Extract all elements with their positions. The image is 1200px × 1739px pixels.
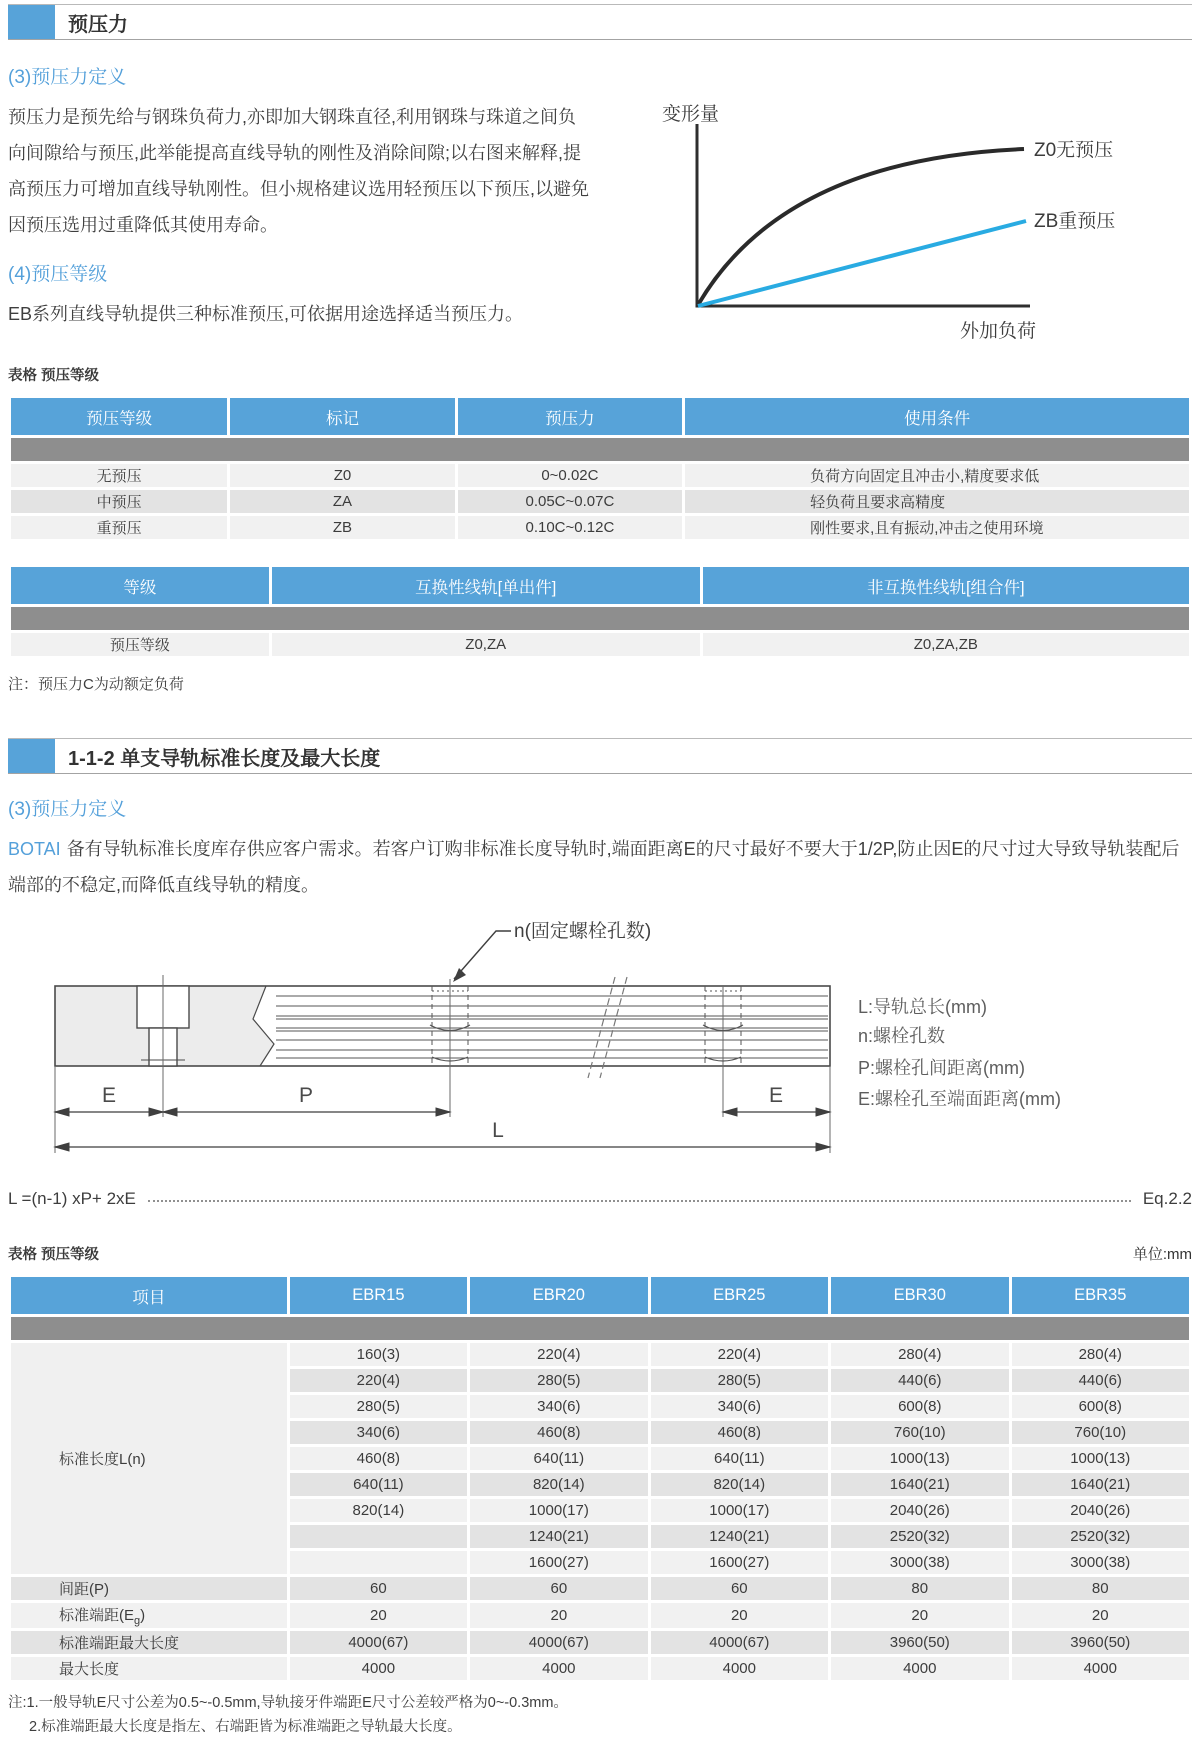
catalog-page [0,4,1200,1739]
preload-definition-paragraph: 预压力是预先给与钢珠负荷力,亦即加大钢珠直径,利用钢珠与珠道之间负向间隙给与预压,此举能提高直线导轨的刚性及消除间隙;以右图来解释,提高预压力可增加直线导轨刚性。但小规格建议选用轻预压以下预压,以避免因预压选用过重降低其使用寿命。 [8,107,589,235]
chart-series-label-z0: Z0无预压 [1034,140,1114,161]
row-label-max-length: 最大长度 [11,1657,287,1680]
header-underline [11,438,1189,461]
legend-line-e: E:螺栓孔至端面距离(mm) [858,1089,1061,1109]
header-underline-bar [11,438,1189,461]
table-cell: 4000(67) [651,1631,828,1654]
rail-length-paragraph [8,831,1192,903]
dim-label-e-right: E [768,1084,784,1107]
table-cell: 1240(21) [470,1525,647,1548]
dim-label-l: L [492,1119,504,1142]
dimension-row-l [55,1143,830,1151]
preload-intro-area [8,62,1192,358]
table-cell: 4000 [1012,1657,1190,1680]
table-cell: 20 [651,1603,828,1628]
dim-label-p: P [298,1084,314,1107]
dimension-row-ep [55,1108,830,1116]
rail-length-paragraph-text: 备有导轨标准长度库存供应客户需求。若客户订购非标准长度导轨时,端面距离E的尺寸最好不要大于1/2P,防止因E的尺寸过大导致导轨装配后端部的不稳定,而降低直线导轨的精度。 [8,839,1180,895]
table-row [11,1343,1189,1366]
table-cell: 中预压 [11,490,227,513]
section-marker-square [8,5,55,39]
bolt-count-callout [453,920,651,982]
table-cell: 820(14) [651,1473,828,1496]
length-equation: L =(n-1) xP+ 2xE [8,1189,136,1208]
table-cell: 轻负荷且要求高精度 [685,490,1189,513]
table-cell: 760(10) [1012,1421,1190,1444]
table-cell: 280(5) [290,1395,467,1418]
length-equation-row [8,1189,1192,1209]
section-header-preload [8,4,1192,40]
chart-series-label-zb: ZB重预压 [1034,211,1116,232]
table-cell: 20 [1012,1603,1190,1628]
row-label-text: 标准端距(E [59,1607,135,1624]
table-cell: Z0 [230,464,454,487]
table-cell: 4000 [651,1657,828,1680]
table-cell: 0~0.02C [458,464,682,487]
footnote-2: 2.标准端距最大长度是指左、右端距皆为标准端距之导轨最大长度。 [29,1719,462,1735]
table-cell: 0.10C~0.12C [458,516,682,539]
table-cell: 440(6) [831,1369,1008,1392]
chart-y-axis-label: 变形量 [662,104,720,125]
preload-table-caption: 表格 预压等级 [8,368,100,384]
table-cell: 60 [651,1577,828,1600]
table-cell: ZB [230,516,454,539]
standard-length-table [8,1274,1192,1683]
table-row [11,1657,1189,1680]
table-cell: 3960(50) [831,1631,1008,1654]
column-header: EBR35 [1012,1277,1190,1314]
deformation-load-chart [638,94,1198,349]
table-row [11,464,1189,487]
table-cell: 1240(21) [651,1525,828,1548]
table-cell: 440(6) [1012,1369,1190,1392]
table-cell: 刚性要求,且有振动,冲击之使用环境 [685,516,1189,539]
table-row [11,1603,1189,1628]
table-cell: 重预压 [11,516,227,539]
table-cell: 460(8) [470,1421,647,1444]
table-cell: 4000(67) [290,1631,467,1654]
table-cell: 2520(32) [831,1525,1008,1548]
table-footnotes [8,1691,1192,1739]
row-label-standard-end-distance [11,1603,287,1628]
legend-line-l: L:导轨总长(mm) [858,997,987,1017]
table-cell: 3000(38) [1012,1551,1190,1574]
dim-label-e-left: E [101,1084,117,1107]
table-cell: 640(11) [470,1447,647,1470]
column-header: 预压力 [458,398,682,435]
table-cell: 4000 [290,1657,467,1680]
column-header: 使用条件 [685,398,1189,435]
length-table-unit: 单位:mm [1132,1246,1192,1263]
column-header: EBR25 [651,1277,828,1314]
section-header-rail-length [8,738,1192,774]
table-cell [290,1525,467,1548]
drawing-legend [858,997,1061,1109]
table-cell: 20 [470,1603,647,1628]
table-cell: 460(8) [290,1447,467,1470]
column-header: 等级 [11,567,269,604]
header-underline [11,607,1189,630]
table-cell: ZA [230,490,454,513]
table-cell: 220(4) [290,1369,467,1392]
section-title: 1-1-2 单支导轨标准长度及最大长度 [68,747,381,770]
table-cell: 4000(67) [470,1631,647,1654]
column-header: 互换性线轨[单出件] [272,567,700,604]
header-underline-bar [11,607,1189,630]
table-cell: 280(5) [470,1369,647,1392]
table-cell: 2520(32) [1012,1525,1190,1548]
table-cell: 3000(38) [831,1551,1008,1574]
rail-groove-lines [276,996,828,1058]
preload-grade-table [8,395,1192,542]
row-label-pitch: 间距(P) [11,1577,287,1600]
table-cell: 1600(27) [651,1551,828,1574]
table-cell: 2040(26) [1012,1499,1190,1522]
table-cell: 1000(17) [651,1499,828,1522]
table-cell: 60 [290,1577,467,1600]
section-title: 预压力 [68,13,128,36]
rail-dimension-drawing [8,905,1192,1173]
table-cell: 1000(13) [831,1447,1008,1470]
table-cell: 预压等级 [11,633,269,656]
length-table-caption-row [8,1243,1192,1264]
preload-grades-paragraph: EB系列直线导轨提供三种标准预压,可依据用途选择适当预压力。 [8,304,524,324]
table-cell: 0.05C~0.07C [458,490,682,513]
table-cell: 20 [290,1603,467,1628]
table-cell: 820(14) [470,1473,647,1496]
table-cell: 4000 [470,1657,647,1680]
table-cell: 无预压 [11,464,227,487]
equation-number: Eq.2.2 [1142,1189,1192,1208]
table-cell: 280(4) [1012,1343,1190,1366]
table-cell: 340(6) [470,1395,647,1418]
header-underline-bar [11,1317,1189,1340]
table-cell: 1000(17) [470,1499,647,1522]
table-cell: Z0,ZA,ZB [703,633,1189,656]
column-header: 非互换性线轨[组合件] [703,567,1189,604]
column-header: EBR15 [290,1277,467,1314]
table-cell: 280(4) [831,1343,1008,1366]
chart-curve-z0 [698,149,1024,305]
column-header: 项目 [11,1277,287,1314]
table-row [11,1631,1189,1654]
legend-line-p: P:螺栓孔间距离(mm) [858,1058,1025,1078]
table-row [11,633,1189,656]
table-cell: 340(6) [651,1395,828,1418]
subsection-title-grades: (4)预压等级 [8,264,108,285]
bolt-count-callout-label: n(固定螺栓孔数) [514,921,652,942]
column-header: EBR30 [831,1277,1008,1314]
brand-name: BOTAI [8,839,61,859]
row-label-suffix: ) [140,1607,146,1624]
table-cell: 600(8) [831,1395,1008,1418]
equation-dotted-leader [148,1200,1131,1202]
table-cell: 640(11) [290,1473,467,1496]
table-cell: 460(8) [651,1421,828,1444]
table-cell: 640(11) [651,1447,828,1470]
table-cell: 280(5) [651,1369,828,1392]
table-cell: 160(3) [290,1343,467,1366]
table-cell: 80 [1012,1577,1190,1600]
table-cell: 负荷方向固定且冲击小,精度要求低 [685,464,1189,487]
table-row [11,1577,1189,1600]
table-cell: 80 [831,1577,1008,1600]
length-table-caption: 表格 预压等级 [8,1247,100,1263]
interchangeability-table [8,564,1192,659]
table-cell: 220(4) [470,1343,647,1366]
table-cell: 1000(13) [1012,1447,1190,1470]
table-row [11,490,1189,513]
table-cell [290,1551,467,1574]
table-cell: 3960(50) [1012,1631,1190,1654]
dynamic-load-note: 注：预压力C为动额定负荷 [8,676,184,693]
table-cell: 340(6) [290,1421,467,1444]
row-label-subscript: g [134,1615,141,1627]
table-header-row [11,398,1189,435]
column-header: EBR20 [470,1277,647,1314]
header-underline [11,1317,1189,1340]
table-cell: 20 [831,1603,1008,1628]
row-label-max-length-std-end: 标准端距最大长度 [11,1631,287,1654]
table-cell: 4000 [831,1657,1008,1680]
chart-x-axis-label: 外加负荷 [960,321,1037,342]
table-cell: 760(10) [831,1421,1008,1444]
section-marker-square [8,739,55,773]
column-header: 预压等级 [11,398,227,435]
table-cell: 1640(21) [831,1473,1008,1496]
legend-line-n: n:螺栓孔数 [858,1026,946,1046]
table-cell: Z0,ZA [272,633,700,656]
table-header-row [11,567,1189,604]
preload-intro-text [8,62,593,332]
table-row [11,516,1189,539]
table-cell: 820(14) [290,1499,467,1522]
subsection-title-definition-2: (3)预压力定义 [8,799,127,820]
table-cell: 600(8) [1012,1395,1190,1418]
table-cell: 220(4) [651,1343,828,1366]
table-cell: 1640(21) [1012,1473,1190,1496]
footnote-1: 注:1.一般导轨E尺寸公差为0.5~-0.5mm,导轨接牙件端距E尺寸公差较严格为0~-0.3mm。 [8,1695,568,1711]
column-header: 标记 [230,398,454,435]
subsection-title-definition: (3)预压力定义 [8,67,127,88]
row-label-standard-length: 标准长度L(n) [11,1343,287,1574]
chart-line-zb [698,221,1026,306]
table-cell: 2040(26) [831,1499,1008,1522]
table-header-row [11,1277,1189,1314]
table-cell: 60 [470,1577,647,1600]
table-cell: 1600(27) [470,1551,647,1574]
